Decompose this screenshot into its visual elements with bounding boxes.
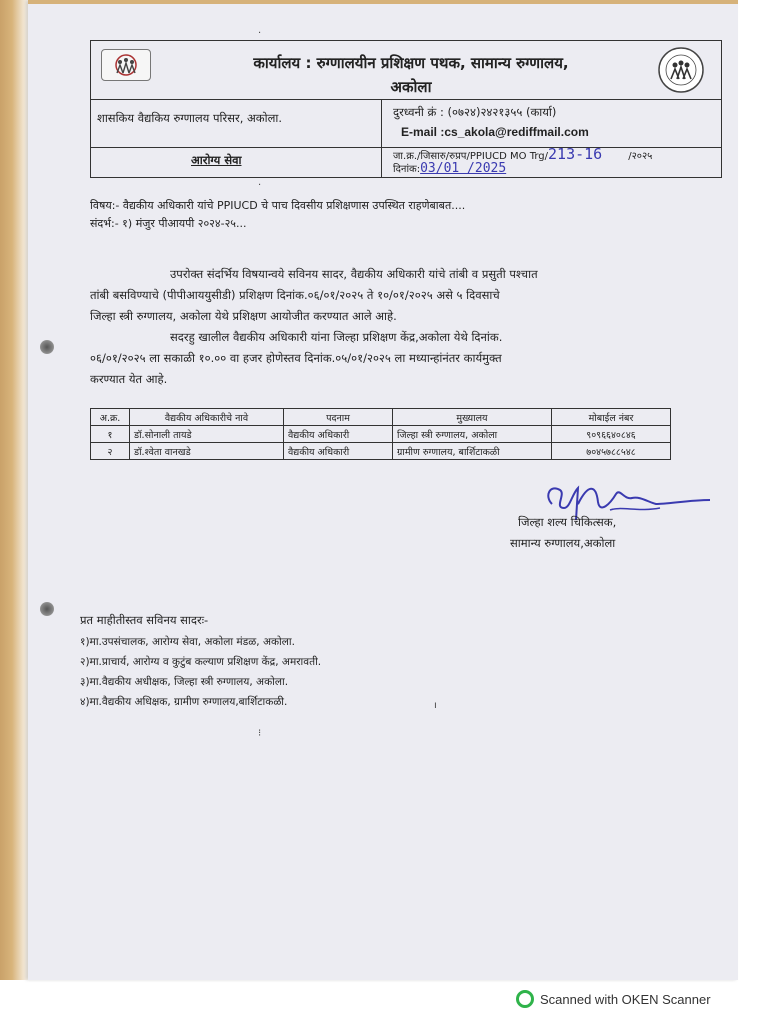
table-cell: डॉ.सोनाली तायडे	[130, 426, 284, 443]
scanner-label: Scanned with OKEN Scanner	[540, 991, 711, 1007]
table-header: पदनाम	[284, 409, 393, 426]
copy-to-item: २)मा.प्राचार्य, आरोग्य व कुटुंब कल्याण प्रशिक्षण केंद्र, अमरावती.	[80, 656, 322, 668]
table-header: मोबाईल नंबर	[552, 409, 671, 426]
para1-line1: उपरोक्त संदर्भिय विषयान्वये सविनय सादर, वैद्यकीय अधिकारी यांचे तांबी व प्रसुती पश्चात	[170, 267, 538, 281]
table-cell: ७०४५७८८५४८	[552, 443, 671, 460]
table-header: अ.क्र.	[91, 409, 130, 426]
health-mission-emblem	[653, 45, 709, 95]
copy-to-item: ३)मा.वैद्यकीय अधीक्षक, जिल्हा स्त्री रुग्णालय, अकोला.	[80, 676, 289, 688]
office-title	[171, 51, 651, 99]
office-title-line1: कार्यालय : रुग्णालयीन प्रशिक्षण पथक, सामान्य रुग्णालय,	[253, 54, 569, 72]
nhm-logo	[101, 49, 151, 81]
scanner-logo-icon	[516, 990, 534, 1008]
para2-line2: ०६/०१/२०२५ ला सकाळी १०.०० वा हजर होणेस्तव दिनांक.०५/०१/२०२५ ला मध्यान्हांनंतर कार्यमुक्त	[90, 351, 502, 365]
phone-number: दुरध्वनी क्रं : (०७२४)२४२१३५५ (कार्या)	[393, 105, 557, 119]
scanner-watermark	[516, 990, 711, 1008]
table-header-row	[91, 409, 671, 426]
table-cell: १	[91, 426, 130, 443]
para1-line2: तांबी बसविण्याचे (पीपीआययुसीडी) प्रशिक्षण दिनांक.०६/०१/२०२५ ते १०/०१/२०२५ असे ५ दिवसाचे	[90, 288, 500, 302]
para1-line3: जिल्हा स्त्री रुग्णालय, अकोला येथे प्रशिक्षण आयोजीत करण्यात आले आहे.	[90, 309, 397, 323]
table-header: मुख्यालय	[393, 409, 552, 426]
reference-line: संदर्भ:- १) मंजुर पीआयपी २०२४-२५...	[90, 217, 247, 230]
signatory-office: सामान्य रुग्णालय,अकोला	[510, 536, 616, 550]
copy-to-item: १)मा.उपसंचालक, आरोग्य सेवा, अकोला मंडळ, अकोला.	[80, 636, 295, 648]
office-title-line2: अकोला	[390, 78, 432, 96]
paper-top-edge	[28, 0, 738, 4]
copy-to-heading: प्रत माहीतीस्तव सविनय सादरः-	[80, 613, 209, 627]
table-cell: वैद्यकीय अधिकारी	[284, 426, 393, 443]
email-address: E-mail :cs_akola@rediffmail.com	[401, 125, 589, 139]
date-handwritten: 03/01 /2025	[420, 161, 507, 176]
table-row	[91, 443, 671, 460]
reference-handwritten: 213-16	[548, 145, 603, 163]
reference-prefix: जा.क्र./जिसारु/रुप्रप/PPIUCD MO Trg/	[393, 151, 549, 162]
para2-line3: करण्यात येत आहे.	[90, 372, 168, 386]
table-cell: डॉ.श्वेता वानखडे	[130, 443, 284, 460]
table-header: वैद्यकीय अधिकारीचे नावे	[130, 409, 284, 426]
signatory-title: जिल्हा शल्य चिकित्सक,	[518, 515, 617, 529]
punch-hole-top	[40, 340, 54, 354]
letter-date	[393, 161, 506, 176]
copy-to-item: ४)मा.वैद्यकीय अधिक्षक, ग्रामीण रुग्णालय,बार्शिटाकळी.	[80, 696, 288, 708]
reference-year: /२०२५	[628, 151, 653, 162]
punch-hole-bottom	[40, 602, 54, 616]
date-label: दिनांक:	[393, 164, 421, 175]
table-cell: ९०९६६४०८४६	[552, 426, 671, 443]
table-row	[91, 426, 671, 443]
letterhead	[90, 40, 722, 178]
department-name: आरोग्य सेवा	[191, 153, 242, 167]
subject-line: विषय:- वैद्यकीय अधिकारी यांचे PPIUCD चे पाच दिवसीय प्रशिक्षणास उपस्थित राहणेबाबत....	[90, 199, 466, 212]
table-cell: वैद्यकीय अधिकारी	[284, 443, 393, 460]
para2-line1: सदरहु खालील वैद्यकीय अधिकारी यांना जिल्हा प्रशिक्षण केंद्र,अकोला येथे दिनांक.	[170, 330, 503, 344]
paper-edge	[0, 0, 30, 980]
officer-table	[90, 408, 671, 460]
table-cell: २	[91, 443, 130, 460]
table-cell: ग्रामीण रुग्णालय, बार्शिटाकळी	[393, 443, 552, 460]
office-address: शासकिय वैद्यकिय रुग्णालय परिसर, अकोला.	[97, 111, 283, 125]
table-cell: जिल्हा स्त्री रुग्णालय, अकोला	[393, 426, 552, 443]
